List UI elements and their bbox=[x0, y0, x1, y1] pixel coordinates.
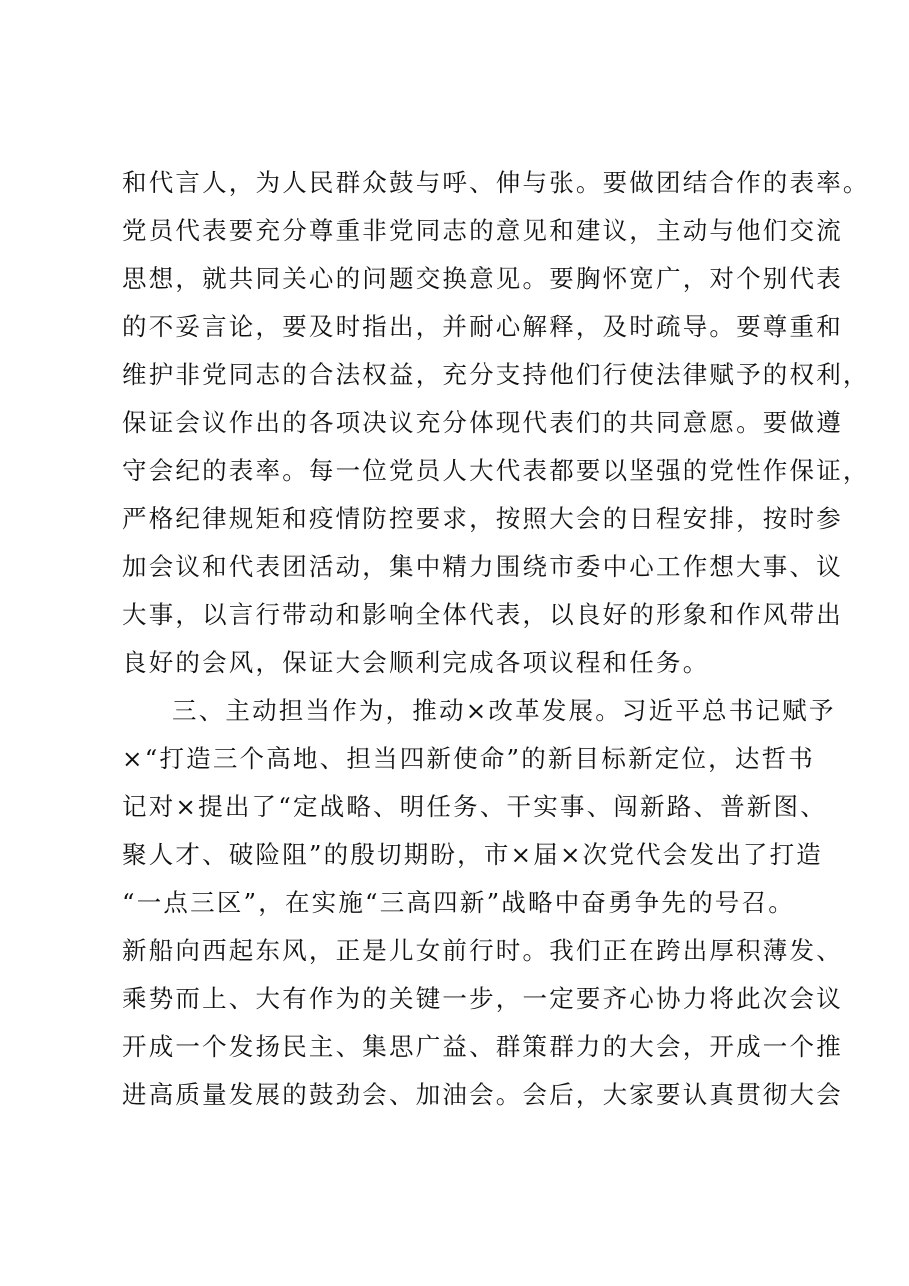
text-line: 进高质量发展的鼓劲会、加油会。会后，大家要认真贯彻大会 bbox=[122, 1080, 843, 1109]
text-line: 守会纪的表率。每一位党员人大代表都要以坚强的党性作保证， bbox=[122, 456, 870, 485]
section-heading-line: 三、主动担当作为，推动×改革发展。习近平总书记赋予 bbox=[172, 696, 836, 725]
text-line: 严格纪律规矩和疫情防控要求，按照大会的日程安排，按时参 bbox=[122, 504, 843, 533]
text-line: ×“打造三个高地、担当四新使命”的新目标新定位，达哲书 bbox=[122, 744, 815, 773]
text-line: “一点三区”，在实施“三高四新”战略中奋勇争先的号召。 bbox=[122, 888, 795, 917]
text-line: 良好的会风，保证大会顺利完成各项议程和任务。 bbox=[122, 648, 710, 677]
text-line: 保证会议作出的各项决议充分体现代表们的共同意愿。要做遵 bbox=[122, 408, 843, 437]
text-line: 维护非党同志的合法权益，充分支持他们行使法律赋予的权利， bbox=[122, 360, 870, 389]
text-line: 加会议和代表团活动，集中精力围绕市委中心工作想大事、议 bbox=[122, 552, 843, 581]
text-line: 开成一个发扬民主、集思广益、群策群力的大会，开成一个推 bbox=[122, 1032, 843, 1061]
text-line: 聚人才、破险阻”的殷切期盼，市×届×次党代会发出了打造 bbox=[122, 840, 823, 869]
text-line: 大事，以言行带动和影响全体代表，以良好的形象和作风带出 bbox=[122, 600, 843, 629]
text-line: 记对×提出了“定战略、明任务、干实事、闯新路、普新图、 bbox=[122, 792, 827, 821]
text-line: 新船向西起东风，正是儿女前行时。我们正在跨出厚积薄发、 bbox=[122, 936, 843, 965]
text-line: 思想，就共同关心的问题交换意见。要胸怀宽广，对个别代表 bbox=[122, 264, 843, 293]
text-line: 党员代表要充分尊重非党同志的意见和建议，主动与他们交流 bbox=[122, 216, 843, 245]
text-line: 的不妥言论，要及时指出，并耐心解释，及时疏导。要尊重和 bbox=[122, 312, 843, 341]
text-line: 乘势而上、大有作为的关键一步，一定要齐心协力将此次会议 bbox=[122, 984, 843, 1013]
text-line: 和代言人，为人民群众鼓与呼、伸与张。要做团结合作的表率。 bbox=[122, 168, 870, 197]
